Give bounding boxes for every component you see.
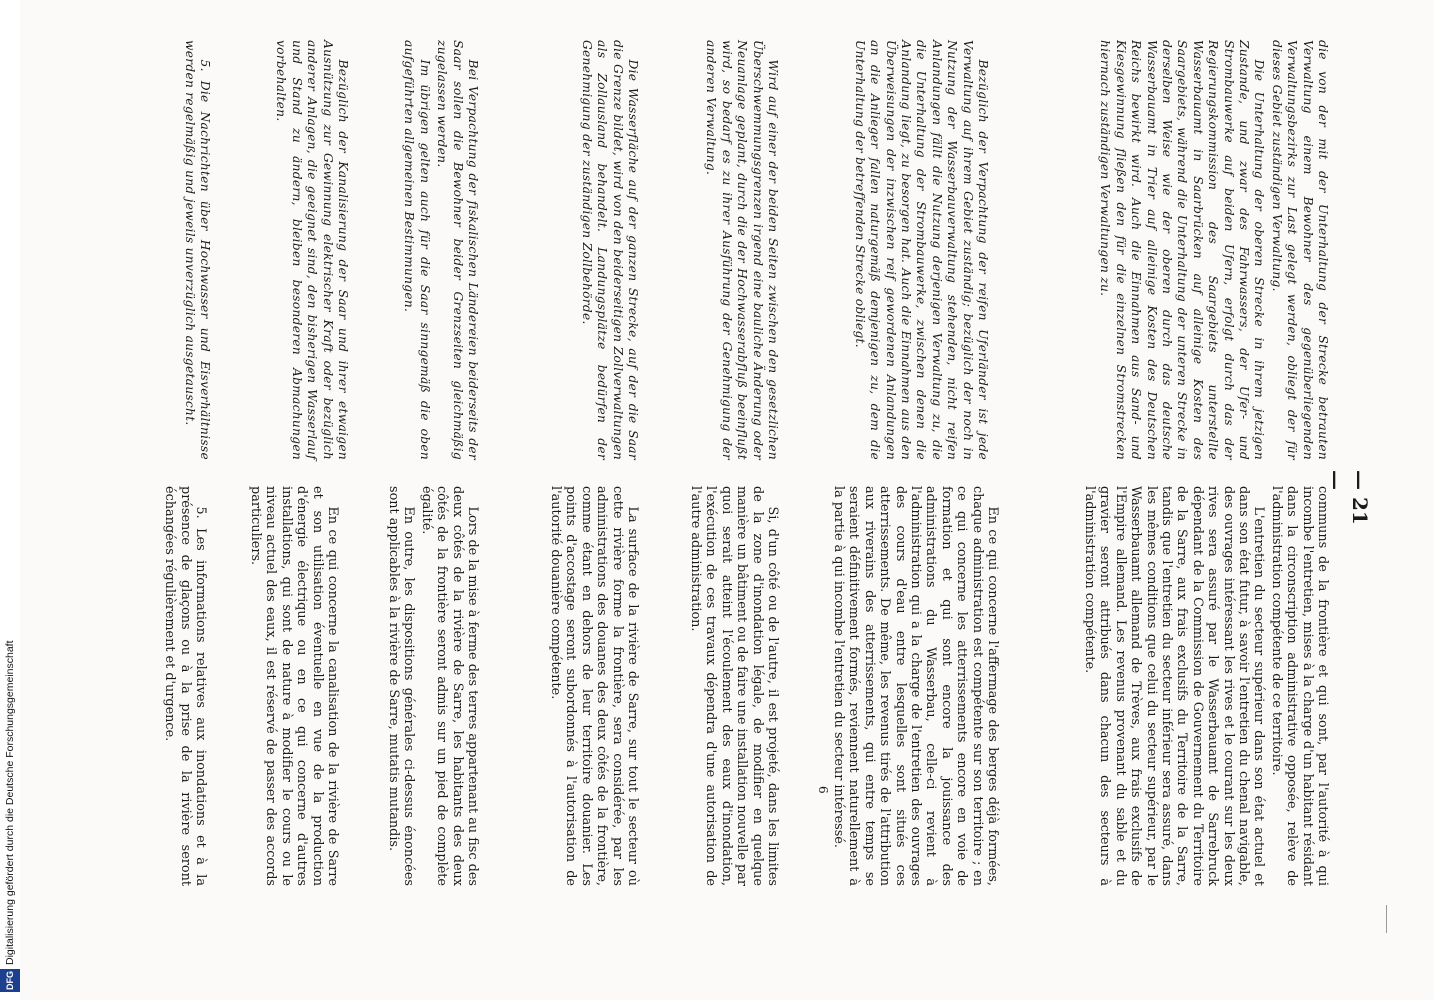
de-p1: die von der mit der Unterhaltung der Strecke betrauten Verwaltung einem Bewohner des gegenüberliegenden Verwaltungsbezirks zur Last gelegt werden, obliegt der für dieses Gebiet zuständigen Verwaltung. xyxy=(1269,40,1330,460)
french-col-7 xyxy=(160,486,208,886)
de-p7: Im übrigen gelten auch für die Saar sinngemäß die oben aufgeführten allgemeinen Bestimmungen. xyxy=(402,40,432,460)
fr-p6: Lors de la mise à ferme des terres appartenant au fisc des deux côtés de la rivière de Sarre, les habitants des deux côtés de la frontière seront admis sur un pied de complète égalité. xyxy=(418,486,480,886)
french-col-2 xyxy=(829,486,1000,886)
de-p4: Wird auf einer der beiden Seiten zwischen den gesetzlichen Überschwemmungsgrenzen irgend eine bauliche Änderung oder Neuanlage geplant, durch die der Hochwasserabfluß beeinflußt wird, so bedarf es zu ihrer Ausführung der Genehmigung der anderen Verwaltung. xyxy=(704,40,780,460)
french-col-3 xyxy=(686,486,780,886)
de-p5: Die Wasserfläche auf der ganzen Strecke, auf der die Saar die Grenze bildet, wird von den beiderseitigen Zollverwaltungen als Zollausland behandelt. Landungsplätze bedürfen der Genehmigung der zuständigen Zollbehörde. xyxy=(579,40,640,460)
de-p3: Bezüglich der Verpachtung der reifen Uferländer ist jede Verwaltung auf ihrem Gebiet zuständig; bezüglich der noch in Nutzung der Wasserbauverwaltung stehenden, nicht reifen Anlandungen fällt die Nutzung derjenigen Verwaltung zu, die die Unterhaltung der Strombauwerke, zwischen denen die Anlandung liegt, zu besorgen hat. Auch die Einnahmen aus den Überweisungen der inzwischen reif gewordenen Anlandungen an die Anlieger fallen naturgemäß demjenigen zu, dem die Unterhaltung der betreffenden Strecke obliegt. xyxy=(852,40,990,460)
de-p8: Bezüglich der Kanalisierung der Saar und ihrer etwaigen Ausnützung zur Gewinnung elektrischer Kraft oder bezüglich anderer Anlagen, die geeignet sind, den bisherigen Wasserlauf und Stand zu ändern, bleiben besonderen Abmachungen vorbehalten. xyxy=(274,40,350,460)
fr-p4: Si, d'un côté ou de l'autre, il est projeté, dans les limites de la zone d'inondation légale, de modifier en quelque manière un bâtiment ou de faire une installation nouvelle par quoi serait atteint l'écoulement des eaux d'inondation, l'exécution de ces travaux dépendra d'une autorisation de l'autre administration. xyxy=(687,486,780,886)
german-col-4 xyxy=(576,40,640,460)
german-col-3 xyxy=(701,40,780,460)
margin-mark xyxy=(1386,905,1387,933)
german-col-6 xyxy=(271,40,350,460)
french-col-4 xyxy=(546,486,640,886)
de-p2: Die Unterhaltung der oberen Strecke in ihrem jetzigen Zustande, und zwar des Fahrwassers, der Ufer- und Strombauwerke auf beiden Ufern, erfolgt durch das der Regierungskommission des Saargebiets unterstellte Wasserbauamt in Saarbrücken auf alleinige Kosten des Saargebiets, während die Unterhaltung der unteren Strecke in derselben Weise wie der oberen durch das deutsche Wasserbauamt in Trier auf alleinige Kosten des Deutschen Reichs bewirkt wird. Auch die Einnahmen aus Sand- und Kiesgewinnung fließen den für die einzelnen Stromstrecken hiernach zuständigen Verwaltungen zu. xyxy=(1098,40,1267,460)
german-col-5 xyxy=(399,40,480,460)
french-col-6 xyxy=(246,486,340,886)
fr-p3: En ce qui concerne l'affermage des berges déjà formées, chaque administration est compétente sur son territoire ; en ce qui concerne les atterrissements encore en voie de formation et qui sont encore la jouissance des administrations du Wasserbau, celle-ci revient à l'administration qui a la charge de l'entretien des ouvrages des cours d'eau entre lesquelles sont situés ces atterrissements. De même, les revenus tirés de l'attribution aux riverains des atterrissements, qui entre temps se seraient définitivement formés, reviennent naturellement à la partie à qui incombe l'entretien du secteur intéressé. xyxy=(830,486,1000,886)
german-col-7 xyxy=(179,40,212,460)
fr-p8: En ce qui concerne la canalisation de la rivière de Sarre et son utilisation éventuelle en vue de la production d'énergie électrique ou en ce qui concerne d'autres installations, qui sont de nature à modifier le cours ou le niveau actuel des eaux, il est réservé de passer des accords particuliers. xyxy=(247,486,340,886)
de-p6: Bei Verpachtung der fiskalischen Ländereien beiderseits der Saar sollen die Bewohner beider Grenzseiten gleichmäßig zugelassen werden. xyxy=(435,40,480,460)
fr-p5: La surface de la rivière de Sarre, sur tout le secteur où cette rivière forme la frontière, sera considérée, par les administrations des douanes des deux côtés de la frontière, comme étant en dehors de leur territoire douanier. Les points d'accostage seront subordonnés à l'autorisation de l'autorité douanière compétente. xyxy=(547,486,640,886)
french-col-5 xyxy=(384,486,480,886)
credit-text: Digitalisierung gefördert durch die Deutsche Forschungsgemeinschaft xyxy=(4,640,16,965)
fr-p9: 5. Les informations relatives aux inondations et à la présence de glaçons ou à la prise de la rivière seront échangées régulièrement et d'urgence. xyxy=(162,486,208,886)
signature-mark: 6 xyxy=(816,786,830,794)
page-number-visible: — 21 — xyxy=(1324,470,1372,525)
german-col-2 xyxy=(849,40,990,460)
fr-p1: communs de la frontière et qui sont, par l'autorité à qui incombe l'entretien, mises à la charge d'un habitant résidant dans la circonscription administrative opposée, relève de l'administration compétente de ce territoire. xyxy=(1268,486,1330,886)
de-p9: 5. Die Nachrichten über Hochwasser und Eisverhältnisse werden regelmäßig und jeweils unverzüglich ausgetauscht. xyxy=(182,40,212,460)
german-col-1 xyxy=(1095,40,1330,460)
fr-p2: L'entretien du secteur supérieur dans son état actuel et dans son état futur, à savoir l'entretien du chenal navigable, des ouvrages intéressant les rives et le courant sur les deux rives sera assuré par le Wasserbauamt de Sarrebruck dépendant de la Commission de Gouvernement du Territoire de la Sarre, aux frais exclusifs du Territoire de la Sarre, tandis que l'entretien du secteur inférieur sera assuré, dans les mêmes conditions que celui du secteur supérieur, par le Wasserbauamt allemand de Trèves, aux frais exclusifs de l'Empire allemand. Les revenus provenant du sable et du gravier seront attribués dans chacun des secteurs à l'administration compétente. xyxy=(1081,486,1267,886)
french-col-1 xyxy=(1080,486,1331,886)
fr-p7: En outre, les dispositions générales ci-dessus énoncées sont applicables à la rivière de Sarre, mutatis mutandis. xyxy=(385,486,417,886)
dfg-logo: DFG xyxy=(0,969,20,992)
